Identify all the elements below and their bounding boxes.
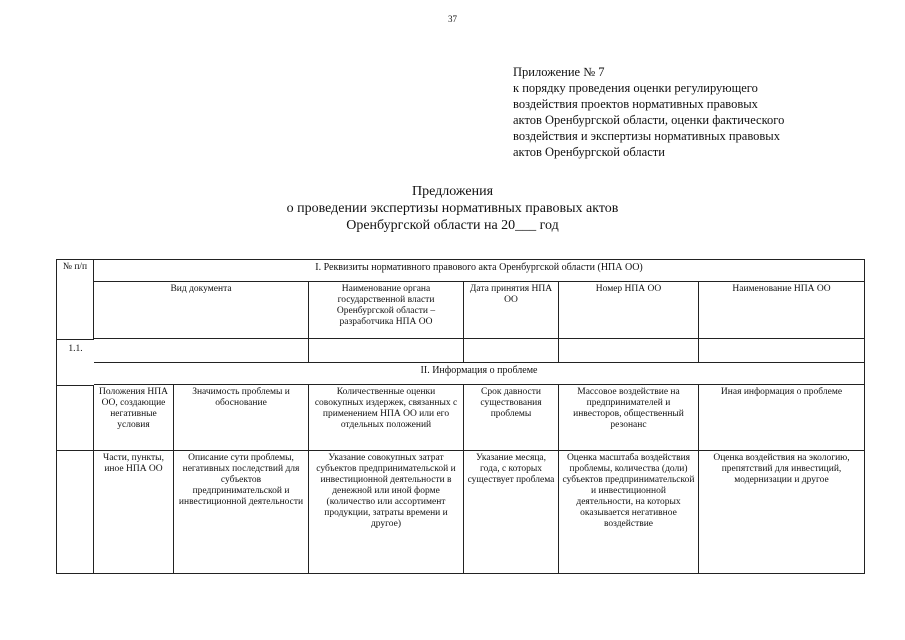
table-cell [309, 339, 464, 363]
table-row [57, 260, 865, 282]
column-header: Дата принятия НПА ОО [464, 282, 559, 339]
table-cell: Описание сути проблемы, негативных последствий для субъектов предпринимательской и инвестиционной деятельности [174, 451, 309, 574]
table-row [57, 385, 865, 451]
row-number-header: № п/п [57, 260, 94, 451]
appendix-line: Приложение № 7 [513, 65, 605, 79]
table-row [57, 451, 865, 574]
column-header: Массовое воздействие на предпринимателей и инвесторов, общественный резонанс [559, 385, 699, 451]
table-cell: Указание месяца, года, с которых существует проблема [464, 451, 559, 574]
appendix-line: воздействия и экспертизы нормативных правовых [513, 129, 780, 143]
table-cell: Части, пункты, иное НПА ОО [94, 451, 174, 574]
appendix-line: к порядку проведения оценки регулирующего [513, 81, 758, 95]
table-cell [94, 339, 309, 363]
table-cell [699, 339, 865, 363]
appendix-reference [513, 64, 893, 160]
row-number-blank [56, 363, 94, 386]
table-cell [559, 339, 699, 363]
table-row [57, 363, 865, 385]
proposals-table [56, 259, 865, 574]
table-cell: Оценка воздействия на экологию, препятствий для инвестиций, модернизации и другое [699, 451, 865, 574]
table-row [57, 282, 865, 339]
table-cell [57, 451, 94, 574]
title-line: Предложения [411, 184, 494, 199]
appendix-line: воздействия проектов нормативных правовых [513, 97, 758, 111]
table-cell: Указание совокупных затрат субъектов предпринимательской и инвестиционной деятельности в денежной или иной форме (количество или ассортимент продукции, затраты времени и другое) [309, 451, 464, 574]
section2-title: II. Информация о проблеме [94, 363, 865, 385]
table-cell [464, 339, 559, 363]
page-number: 37 [448, 14, 457, 24]
column-header: Наименование органа государственной власти Оренбургской области – разработчика НПА ОО [309, 282, 464, 339]
title-line: Оренбургской области на 20___ год [346, 218, 559, 233]
table-cell: Оценка масштаба воздействия проблемы, количества (доли) субъектов предпринимательской и инвестиционной деятельности, на которых оказывается негативное воздействие [559, 451, 699, 574]
title-line: о проведении экспертизы нормативных правовых актов [286, 201, 619, 216]
column-header: Номер НПА ОО [559, 282, 699, 339]
appendix-line: актов Оренбургской области [513, 145, 665, 159]
column-header: Количественные оценки совокупных издержек, связанных с применением НПА ОО или его отдельных положений [309, 385, 464, 451]
appendix-line: актов Оренбургской области, оценки фактического [513, 113, 785, 127]
column-header: Иная информация о проблеме [699, 385, 865, 451]
row-number: 1.1. [56, 339, 94, 364]
document-title [0, 183, 905, 234]
column-header: Вид документа [94, 282, 309, 339]
column-header: Срок давности существования проблемы [464, 385, 559, 451]
section1-title: I. Реквизиты нормативного правового акта Оренбургской области (НПА ОО) [94, 260, 865, 282]
column-header: Значимость проблемы и обоснование [174, 385, 309, 451]
table-row [57, 339, 865, 363]
column-header: Положения НПА ОО, создающие негативные условия [94, 385, 174, 451]
column-header: Наименование НПА ОО [699, 282, 865, 339]
